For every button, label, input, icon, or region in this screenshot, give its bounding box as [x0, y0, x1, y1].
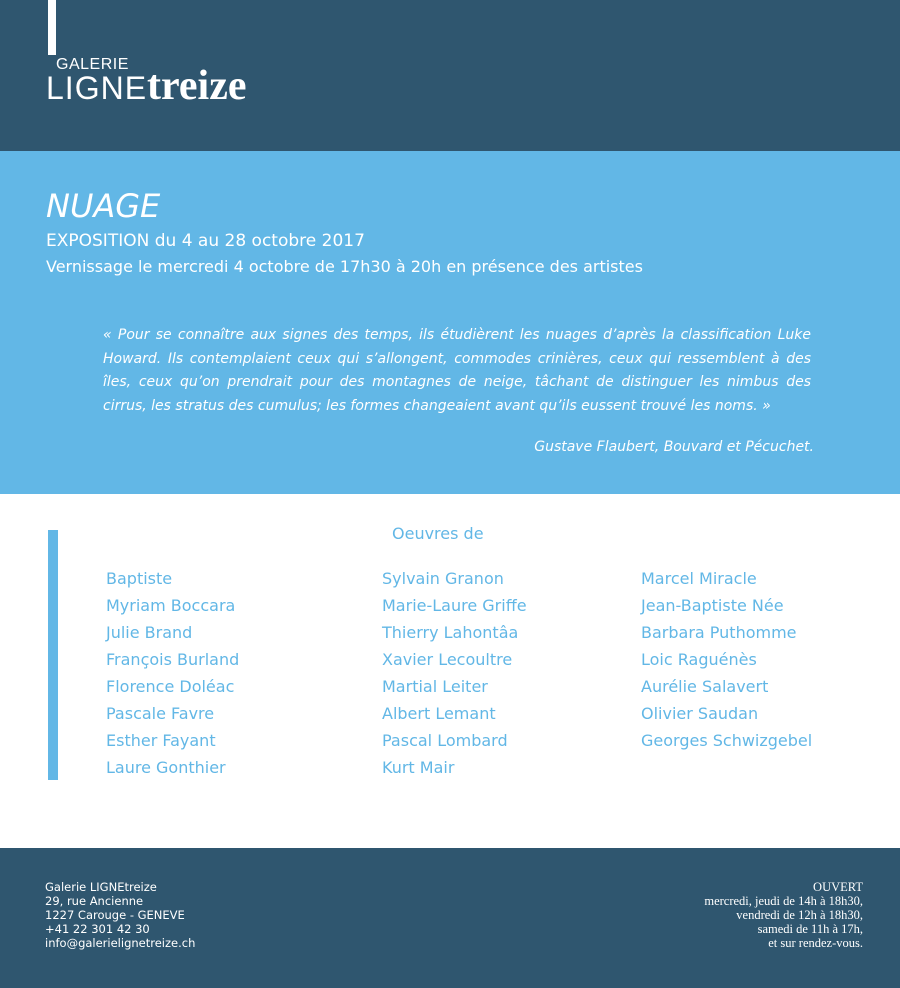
- hours-heading: OUVERT: [813, 880, 863, 894]
- hours-line: samedi de 11h à 17h,: [757, 922, 863, 936]
- artist-name[interactable]: Pascal Lombard: [382, 731, 508, 750]
- hours-line: mercredi, jeudi de 14h à 18h30,: [704, 894, 863, 908]
- artists-section: [0, 494, 900, 848]
- artist-name[interactable]: Marie-Laure Griffe: [382, 596, 527, 615]
- artist-name[interactable]: Barbara Puthomme: [641, 623, 797, 642]
- street-address: 29, rue Ancienne: [45, 894, 144, 908]
- hours-line: vendredi de 12h à 18h30,: [736, 908, 863, 922]
- artist-name[interactable]: Olivier Saudan: [641, 704, 759, 723]
- artists-column-1: [106, 565, 239, 781]
- logo-galerie-text: GALERIE: [56, 56, 129, 73]
- artist-name[interactable]: Albert Lemant: [382, 704, 496, 723]
- exhibition-dates: EXPOSITION du 4 au 28 octobre 2017: [46, 231, 365, 251]
- logo-bar: [48, 0, 56, 55]
- accent-bar: [48, 530, 58, 780]
- exhibition-banner: [0, 151, 900, 494]
- quote-text: « Pour se connaître aux signes des temps, ils étudièrent les nuages d’après la classification Luke Howard. Ils contemplaient ceux qui s’allongent, commodes crinières, ceux qui ressemblent à des îles, ceux qu’on prendrait pour des montagnes de neige, tâchant de distinguer les nimbus des cirrus, les stratus des cumulus; les formes changeaient avant qu’ils eussent trouvé les noms. »: [103, 327, 811, 414]
- artist-name[interactable]: Esther Fayant: [106, 731, 216, 750]
- gallery-name: Galerie LIGNEtreize: [45, 880, 157, 894]
- opening-hours: [704, 880, 863, 950]
- vernissage-info: Vernissage le mercredi 4 octobre de 17h30 à 20h en présence des artistes: [46, 257, 643, 276]
- phone-number[interactable]: +41 22 301 42 30: [45, 922, 150, 936]
- artist-name[interactable]: Georges Schwizgebel: [641, 731, 813, 750]
- artist-name[interactable]: Baptiste: [106, 569, 173, 588]
- artist-name[interactable]: Kurt Mair: [382, 758, 455, 777]
- artist-name[interactable]: Marcel Miracle: [641, 569, 757, 588]
- artist-name[interactable]: Xavier Lecoultre: [382, 650, 513, 669]
- gallery-address: [45, 880, 195, 950]
- city-address: 1227 Carouge - GENEVE: [45, 908, 185, 922]
- artist-name[interactable]: Pascale Favre: [106, 704, 215, 723]
- header: [0, 0, 900, 151]
- email-link[interactable]: info@galerielignetreize.ch: [45, 936, 196, 950]
- artist-name[interactable]: Loic Raguénès: [641, 650, 757, 669]
- artist-name[interactable]: Myriam Boccara: [106, 596, 236, 615]
- hours-line: et sur rendez-vous.: [768, 936, 863, 950]
- artist-name[interactable]: Julie Brand: [106, 623, 193, 642]
- logo-treize-text: treize: [147, 63, 247, 109]
- artist-name[interactable]: Aurélie Salavert: [641, 677, 769, 696]
- artist-name[interactable]: Jean-Baptiste Née: [641, 596, 784, 615]
- quote-author: Gustave Flaubert, Bouvard et Pécuchet.: [534, 439, 814, 455]
- logo[interactable]: [46, 62, 247, 110]
- artist-name[interactable]: Martial Leiter: [382, 677, 488, 696]
- artist-name[interactable]: Thierry Lahontâa: [382, 623, 519, 642]
- logo-ligne-text: LIGNE: [46, 70, 148, 106]
- footer: [0, 848, 900, 988]
- artist-name[interactable]: Laure Gonthier: [106, 758, 226, 777]
- exhibition-title: NUAGE: [46, 187, 161, 225]
- artists-column-3: [641, 565, 812, 754]
- artists-heading: Oeuvres de: [392, 524, 484, 543]
- artist-name[interactable]: Florence Doléac: [106, 677, 235, 696]
- artist-name[interactable]: François Burland: [106, 650, 240, 669]
- artists-column-2: [382, 565, 527, 781]
- artist-name[interactable]: Sylvain Granon: [382, 569, 504, 588]
